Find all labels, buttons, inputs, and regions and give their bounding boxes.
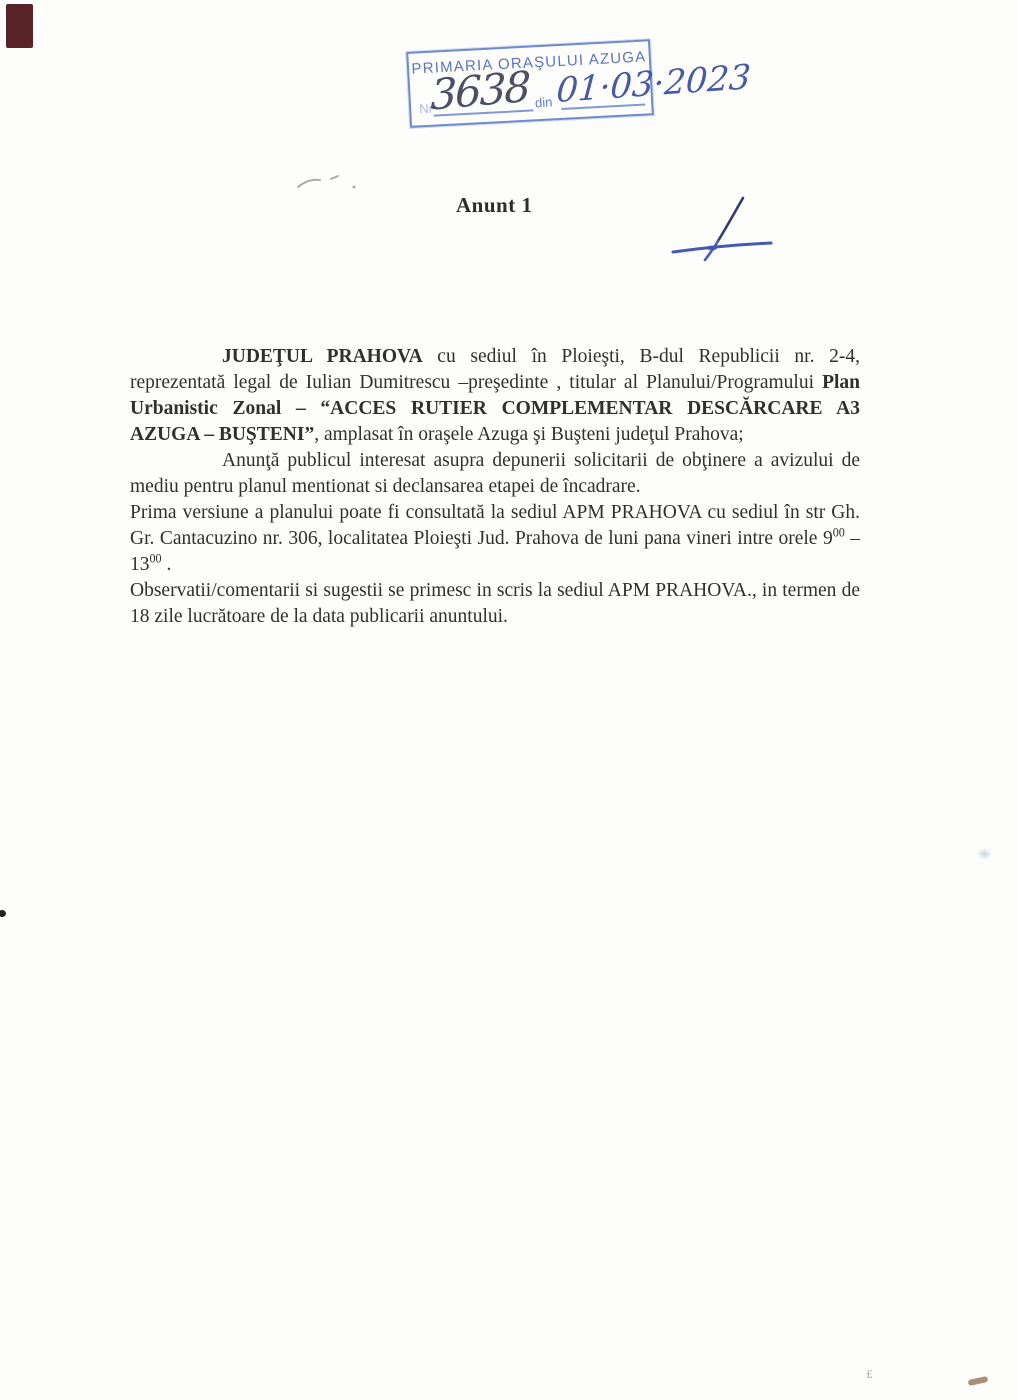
scan-corner-artifact [6, 4, 33, 48]
scan-smudge-gray: £ [866, 1368, 873, 1381]
stamp-number-handwritten: 3638 [430, 61, 530, 120]
stamp-org-name: PRIMARIA ORAŞULUI AZUGA [411, 48, 647, 78]
scan-dot-artifact [0, 910, 6, 917]
stamp-nr-label: Nr [418, 100, 434, 117]
registration-stamp [406, 29, 770, 143]
scan-smudge-brown [968, 1376, 989, 1386]
stamp-date-handwritten: 01·03·2023 [555, 57, 753, 112]
paragraph-1: JUDEŢUL PRAHOVA cu sediul în Ploieşti, B-dul Republicii nr. 2-4, reprezentată legal de Iulian Dumitrescu –preşedinte , titular al Planului/Programului Plan Urbanistic Zonal – “ACCES RUTIER COMPLEMENTAR DESCĂRCARE A3 AZUGA – BUŞTENI”, amplasat în oraşele Azuga şi Buşteni judeţul Prahova; [130, 346, 860, 445]
notice-body [130, 344, 860, 630]
scan-smudge-blue [977, 848, 992, 860]
signature-mark [670, 196, 774, 262]
paragraph-4: Observatii/comentarii si sugestii se primesc in scris la sediul APM PRAHOVA., in termen de 18 zile lucrătoare de la data publicarii anuntului. [130, 580, 860, 627]
document-title: Anunt 1 [456, 193, 533, 217]
paragraph-2: Anunţă publicul interesat asupra depunerii solicitarii de obţinere a avizului de mediu pentru planul mentionat si declansarea etapei de încadrare. [130, 450, 860, 497]
stamp-din-label: din [534, 94, 553, 111]
paragraph-3: Prima versiune a planului poate fi consultată la sediul APM PRAHOVA cu sediul în str Gh. Gr. Cantacuzino nr. 306, localitatea Ploieşti Jud. Prahova de luni pana vineri intre orele $9^{00} - 13^{00}$ . [130, 502, 861, 575]
pencil-scribble-artifact [295, 170, 361, 194]
